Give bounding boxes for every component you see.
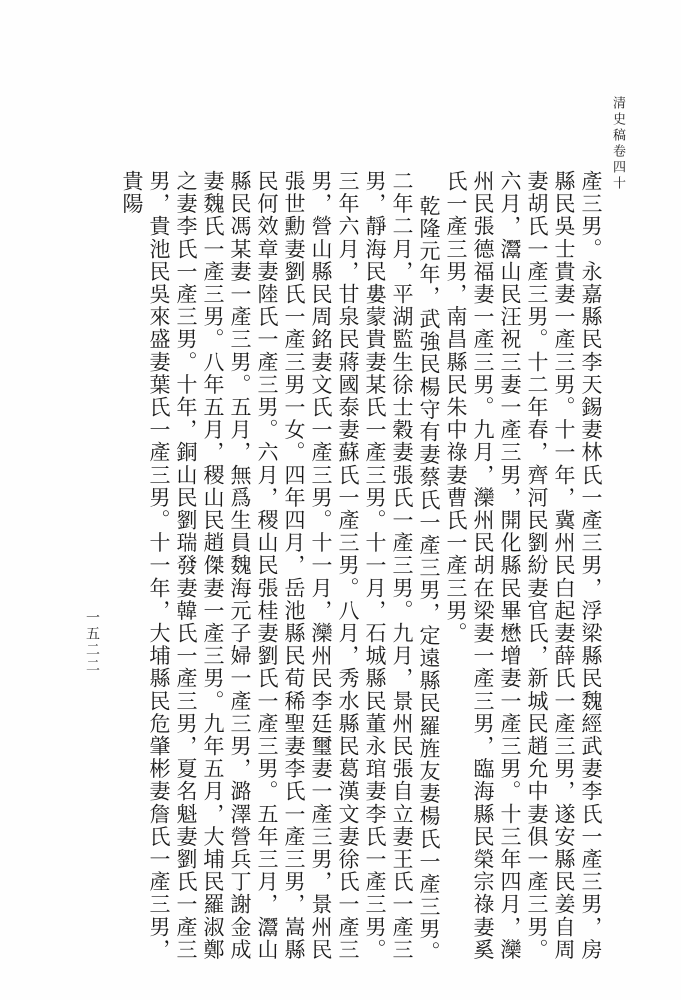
running-header-title: 清史稿卷四十 <box>610 96 625 192</box>
page-number: 一五二二 <box>84 610 100 674</box>
vertical-body-text <box>82 170 604 965</box>
paragraph-1: 產三男。永嘉縣民李天錫妻林氏一產三男，浮梁縣民魏經武妻李氏一產三男，房縣民吳士貴妻一產三男。十一年，冀州民白起妻薛氏一產三男，遂安縣民姜自周妻胡氏一產三男。十二年春，齊河民劉紛妻官氏，新城民趙允中妻俱一產三男。六月，灊山民汪祝三妻一產三男，開化縣民畢懋增妻一產三男。十三年四月，灤州民張德福妻一產三男。九月，灤州民胡在梁妻一產三男，臨海縣民榮宗祿妻奚氏一產三男，南昌縣民朱中祿妻曹氏一產三男。 <box>444 170 603 961</box>
paragraph-2: 乾隆元年，武強民楊守有妻蔡氏一產三男，定遠縣民羅旌友妻楊氏一產三男。二年二月，平湖監生徐士穀妻張氏一產三男。九月，景州民張自立妻王氏一產三男，靜海民婁蒙貴妻某氏一產三男。十一月，石城縣民董永琯妻李氏一產三男。三年六月，甘泉民蔣國泰妻蘇氏一產三男。八月，秀水縣民葛漢文妻徐氏一產三男，營山縣民周銘妻文氏一產三男。十一月，灤州民李廷璽妻一產三男，景州民張世勳妻劉氏一產三男一女。四年四月，岳池縣民荀稀聖妻李氏一產三男，嵩縣民何效章妻陸氏一產三男。六月，稷山民張桂妻劉氏一產三男。五年三月，灊山縣民馮某妻一產三男。五月，無爲生員魏海元子婦一產三男，潞澤營兵丁謝金成妻魏氏一產三男。八年五月，稷山民趙傑妻一產三男。九年五月，大埔民羅淑鄭之妻李氏一產三男。十年，銅山民劉瑞發妻韓氏一產三男，夏名魁妻劉氏一產三男，貴池民吳來盛妻葉氏一產三男。十一年，大埔縣民危肇彬妻詹氏一產三男，貴陽 <box>120 170 441 964</box>
